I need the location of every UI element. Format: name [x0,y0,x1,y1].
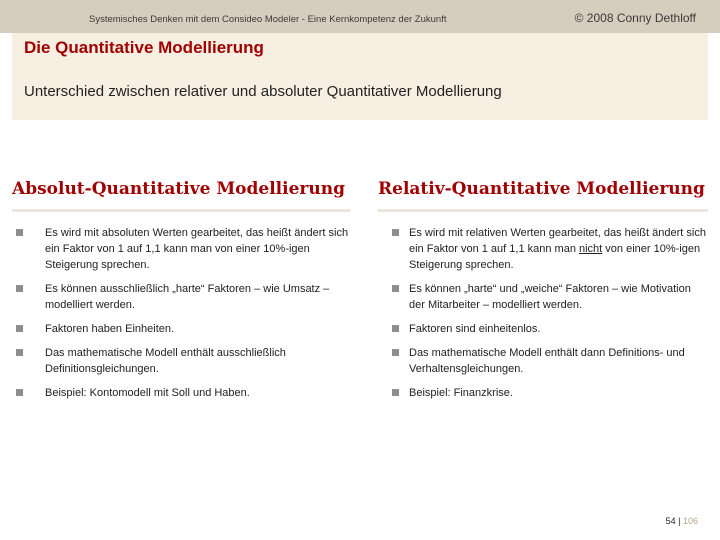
absolute-heading: Absolut-Quantitative Modellierung [12,179,345,199]
relative-heading: Relativ-Quantitative Modellierung [378,179,705,199]
relative-column [378,178,708,409]
square-bullet-icon [16,325,23,332]
list-item: Das mathematische Modell enthält ausschließlich Definitionsgleichungen. [12,345,350,377]
square-bullet-icon [392,325,399,332]
square-bullet-icon [392,285,399,292]
square-bullet-icon [16,389,23,396]
square-bullet-icon [392,389,399,396]
list-item: Es wird mit relativen Werten gearbeitet, das heißt ändert sich ein Faktor von 1 auf 1,1 kann man nicht von einer 10%-igen Steigerung sprechen. [378,225,708,273]
slide-title: Die Quantitative Modellierung [24,38,264,57]
header-text: Systemisches Denken mit dem Consideo Modeler - Eine Kernkompetenz der Zukunft [89,14,447,25]
absolute-heading-rule [12,209,350,212]
square-bullet-icon [392,229,399,236]
absolute-list [12,225,350,401]
list-item: Beispiel: Finanzkrise. [378,385,708,401]
square-bullet-icon [16,229,23,236]
underlined-word: nicht [579,243,603,255]
list-item: Beispiel: Kontomodell mit Soll und Haben. [12,385,350,401]
list-item: Faktoren sind einheitenlos. [378,321,708,337]
list-item: Es können „harte“ und „weiche“ Faktoren – wie Motivation der Mitarbeiter – modelliert werden. [378,281,708,313]
relative-heading-rule [378,209,708,212]
list-item: Faktoren haben Einheiten. [12,321,350,337]
square-bullet-icon [16,349,23,356]
page-number [666,516,698,526]
page-separator: | [678,516,681,526]
slide-subtitle: Unterschied zwischen relativer und absoluter Quantitativer Modellierung [24,83,502,100]
header-bar [0,0,720,33]
copyright-text: © 2008 Conny Dethloff [574,11,696,25]
list-item: Es können ausschließlich „harte“ Faktoren – wie Umsatz – modelliert werden. [12,281,350,313]
total-pages: 106 [682,516,698,526]
list-item: Das mathematische Modell enthält dann Definitions- und Verhaltensgleichungen. [378,345,708,377]
relative-list [378,225,708,401]
square-bullet-icon [392,349,399,356]
square-bullet-icon [16,285,23,292]
list-item: Es wird mit absoluten Werten gearbeitet, das heißt ändert sich ein Faktor von 1 auf 1,1 kann man von einer 10%-igen Steigerung sprechen. [12,225,350,273]
current-page: 54 [665,516,676,526]
absolute-column [12,178,350,409]
title-band [12,33,708,120]
